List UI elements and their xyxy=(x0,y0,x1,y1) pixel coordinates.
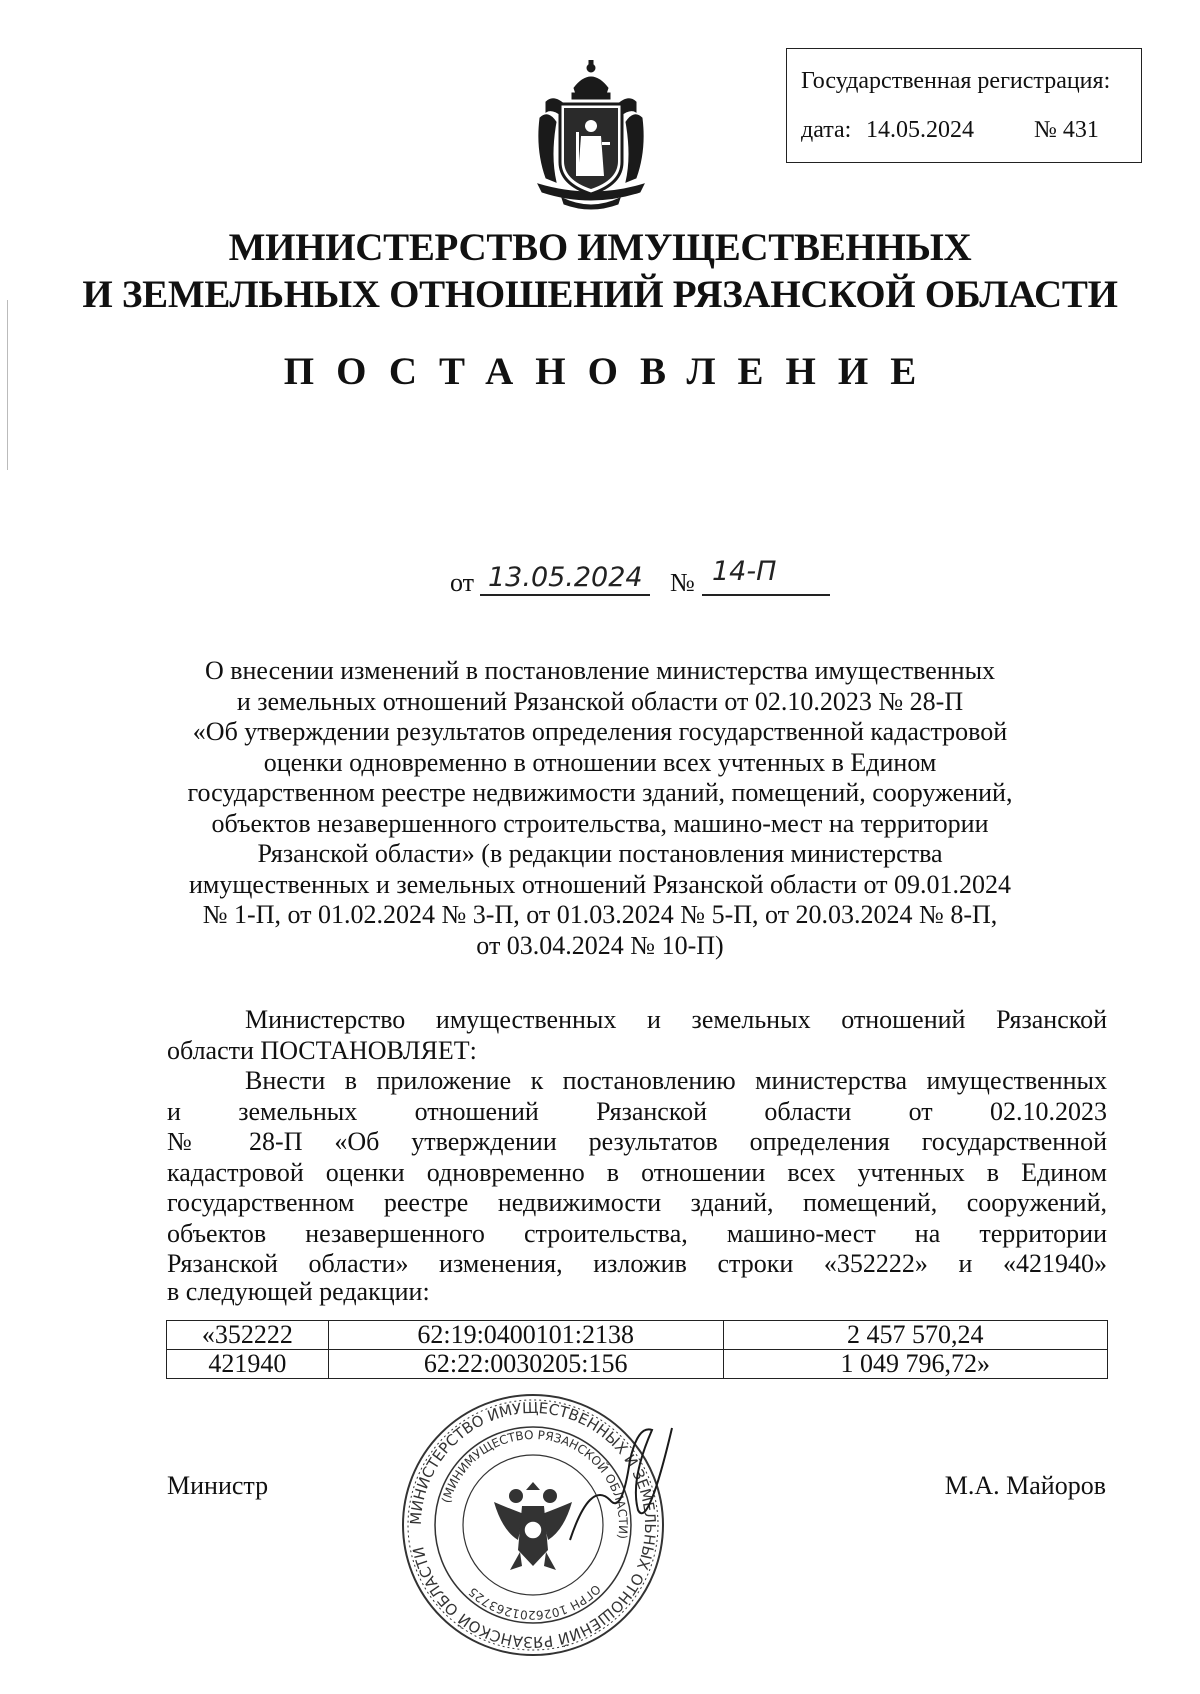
body-paragraph-1 xyxy=(167,1005,1107,1066)
table-cell-cadastral-value: 2 457 570,24 xyxy=(723,1321,1107,1350)
table-row xyxy=(167,1350,1108,1379)
table-row xyxy=(167,1321,1108,1350)
handwritten-signature xyxy=(560,1420,680,1550)
table-cell-cadastral-number: 62:22:0030205:156 xyxy=(328,1350,723,1379)
subject-line: «Об утверждении результатов определения государственной кадастровой xyxy=(192,717,1008,746)
date-underline xyxy=(480,594,650,596)
number-prefix-label: № xyxy=(670,568,695,597)
body-line: объектов незавершенного строительства, машино-мест на территории xyxy=(167,1218,1107,1248)
table-cell-row-number: 421940 xyxy=(167,1350,329,1379)
body-line: № 28-П «Об утверждении результатов определения государственной xyxy=(167,1127,1107,1156)
subject-line: государственном реестре недвижимости зданий, помещений, сооружений, xyxy=(187,778,1013,807)
registration-title: Государственная регистрация: xyxy=(801,68,1111,94)
registration-date-label: дата: xyxy=(801,117,852,143)
body-line: Рязанской области» изменения, изложив строки «352222» и «421940» xyxy=(167,1249,1107,1278)
seal-inner-text: (МИНИМУЩЕСТВО РЯЗАНСКОЙ ОБЛАСТИ) xyxy=(439,1427,631,1540)
ministry-name-line1: МИНИСТЕРСТВО ИМУЩЕСТВЕННЫХ xyxy=(228,226,972,269)
table-cell-cadastral-value: 1 049 796,72» xyxy=(723,1350,1107,1379)
signatory-name: М.А. Майоров xyxy=(944,1471,1106,1500)
table-cell-cadastral-number: 62:19:0400101:2138 xyxy=(328,1321,723,1350)
body-line: области ПОСТАНОВЛЯЕТ: xyxy=(167,1035,477,1065)
handwritten-date: 13.05.2024 xyxy=(488,562,643,593)
table-cell-row-number: «352222 xyxy=(167,1321,329,1350)
seal-ogrn-text: ОГРН 1026201263725 xyxy=(465,1581,604,1623)
subject-line: имущественных и земельных отношений Рязанской области от 09.01.2024 xyxy=(189,869,1011,899)
body-line: Внести в приложение к постановлению министерства имущественных xyxy=(245,1066,1107,1095)
subject-line: оценки одновременно в отношении всех учтенных в Едином xyxy=(263,747,937,777)
signatory-title: Министр xyxy=(167,1471,269,1500)
body-line: кадастровой оценки одновременно в отношении всех учтенных в Едином xyxy=(167,1157,1107,1187)
document-type-title: ПОСТАНОВЛЕНИЕ xyxy=(283,350,939,393)
subject-line: и земельных отношений Рязанской области от 02.10.2023 № 28-П xyxy=(236,686,964,716)
registration-date: 14.05.2024 xyxy=(866,117,974,143)
body-line: Министерство имущественных и земельных отношений Рязанской xyxy=(245,1005,1107,1034)
registration-box xyxy=(786,48,1142,163)
number-underline xyxy=(702,594,830,596)
subject-line: № 1-П, от 01.02.2024 № 3-П, от 01.03.2024 № 5-П, от 20.03.2024 № 8-П, xyxy=(202,900,998,929)
body-line: и земельных отношений Рязанской области от 02.10.2023 xyxy=(167,1096,1107,1126)
handwritten-number: 14-П xyxy=(712,556,777,587)
document-subject xyxy=(0,656,1200,961)
seal-outer-text: МИНИСТЕРСТВО ИМУЩЕСТВЕННЫХ И ЗЕМЕЛЬНЫХ ОТНОШЕНИЙ РЯЗАНСКОЙ ОБЛАСТИ xyxy=(406,1398,660,1652)
ministry-name-line2: И ЗЕМЕЛЬНЫХ ОТНОШЕНИЙ РЯЗАНСКОЙ ОБЛАСТИ xyxy=(82,273,1118,316)
body-line: в следующей редакции: xyxy=(167,1276,430,1306)
subject-line: от 03.04.2024 № 10-П) xyxy=(476,930,724,960)
subject-line: О внесении изменений в постановление министерства имущественных xyxy=(204,656,996,685)
date-prefix-label: от xyxy=(450,568,475,597)
subject-line: объектов незавершенного строительства, машино-мест на территории xyxy=(211,808,989,838)
body-paragraph-2 xyxy=(167,1066,1107,1304)
cadastral-rows-table xyxy=(166,1320,1108,1379)
registration-number: № 431 xyxy=(1034,117,1099,143)
ryazan-coat-of-arms-icon xyxy=(532,60,650,212)
subject-line: Рязанской области» (в редакции постановления министерства xyxy=(257,839,943,868)
body-line: государственном реестре недвижимости зданий, помещений, сооружений, xyxy=(167,1188,1107,1217)
